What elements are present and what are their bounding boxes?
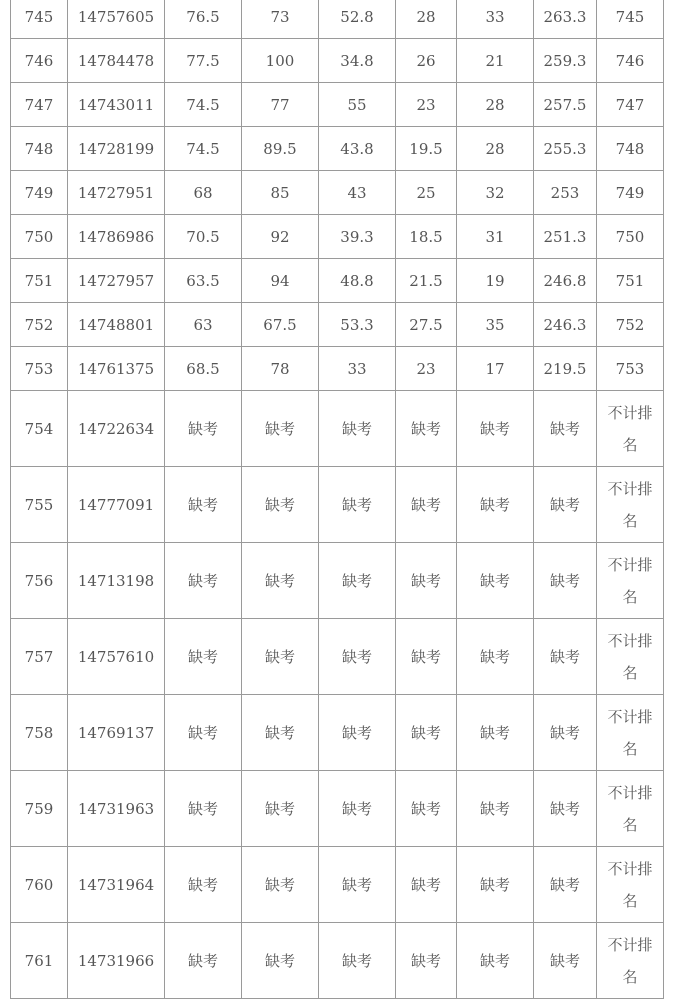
score-2-cell: 缺考 bbox=[242, 923, 319, 999]
table-row bbox=[11, 127, 664, 171]
score-4-cell: 缺考 bbox=[396, 467, 457, 543]
total-score-cell: 263.3 bbox=[534, 0, 597, 39]
rank-cell: 不计排名 bbox=[597, 619, 664, 695]
score-2-cell: 94 bbox=[242, 259, 319, 303]
exam-id-cell: 14786986 bbox=[68, 215, 165, 259]
rank-cell: 745 bbox=[597, 0, 664, 39]
seq-no-cell: 756 bbox=[11, 543, 68, 619]
table-row bbox=[11, 171, 664, 215]
score-4-cell: 缺考 bbox=[396, 391, 457, 467]
total-score-cell: 缺考 bbox=[534, 619, 597, 695]
exam-id-cell: 14743011 bbox=[68, 83, 165, 127]
total-score-cell: 219.5 bbox=[534, 347, 597, 391]
rank-cell: 不计排名 bbox=[597, 695, 664, 771]
total-score-cell: 257.5 bbox=[534, 83, 597, 127]
table-row bbox=[11, 259, 664, 303]
score-3-cell: 48.8 bbox=[319, 259, 396, 303]
total-score-cell: 251.3 bbox=[534, 215, 597, 259]
score-4-cell: 28 bbox=[396, 0, 457, 39]
score-5-cell: 缺考 bbox=[457, 847, 534, 923]
score-4-cell: 26 bbox=[396, 39, 457, 83]
score-4-cell: 18.5 bbox=[396, 215, 457, 259]
table-row bbox=[11, 0, 664, 39]
score-5-cell: 缺考 bbox=[457, 771, 534, 847]
score-2-cell: 77 bbox=[242, 83, 319, 127]
score-1-cell: 缺考 bbox=[165, 543, 242, 619]
score-5-cell: 31 bbox=[457, 215, 534, 259]
table-row bbox=[11, 619, 664, 695]
score-1-cell: 缺考 bbox=[165, 391, 242, 467]
score-4-cell: 27.5 bbox=[396, 303, 457, 347]
score-2-cell: 100 bbox=[242, 39, 319, 83]
total-score-cell: 缺考 bbox=[534, 847, 597, 923]
exam-id-cell: 14727951 bbox=[68, 171, 165, 215]
total-score-cell: 缺考 bbox=[534, 467, 597, 543]
table-row bbox=[11, 391, 664, 467]
rank-cell: 不计排名 bbox=[597, 543, 664, 619]
table-row bbox=[11, 467, 664, 543]
seq-no-cell: 745 bbox=[11, 0, 68, 39]
total-score-cell: 缺考 bbox=[534, 391, 597, 467]
total-score-cell: 255.3 bbox=[534, 127, 597, 171]
score-4-cell: 缺考 bbox=[396, 695, 457, 771]
score-2-cell: 78 bbox=[242, 347, 319, 391]
score-4-cell: 缺考 bbox=[396, 923, 457, 999]
score-1-cell: 74.5 bbox=[165, 127, 242, 171]
rank-cell: 752 bbox=[597, 303, 664, 347]
score-2-cell: 缺考 bbox=[242, 695, 319, 771]
score-5-cell: 28 bbox=[457, 83, 534, 127]
rank-cell: 751 bbox=[597, 259, 664, 303]
score-5-cell: 19 bbox=[457, 259, 534, 303]
score-5-cell: 33 bbox=[457, 0, 534, 39]
exam-id-cell: 14727957 bbox=[68, 259, 165, 303]
score-4-cell: 21.5 bbox=[396, 259, 457, 303]
total-score-cell: 246.3 bbox=[534, 303, 597, 347]
score-table bbox=[10, 0, 664, 999]
exam-id-cell: 14731963 bbox=[68, 771, 165, 847]
seq-no-cell: 758 bbox=[11, 695, 68, 771]
score-2-cell: 89.5 bbox=[242, 127, 319, 171]
table-row bbox=[11, 39, 664, 83]
score-3-cell: 缺考 bbox=[319, 467, 396, 543]
score-3-cell: 33 bbox=[319, 347, 396, 391]
score-4-cell: 25 bbox=[396, 171, 457, 215]
score-3-cell: 34.8 bbox=[319, 39, 396, 83]
score-2-cell: 缺考 bbox=[242, 771, 319, 847]
score-4-cell: 23 bbox=[396, 347, 457, 391]
exam-id-cell: 14757605 bbox=[68, 0, 165, 39]
total-score-cell: 缺考 bbox=[534, 695, 597, 771]
score-5-cell: 缺考 bbox=[457, 923, 534, 999]
score-3-cell: 53.3 bbox=[319, 303, 396, 347]
table-row bbox=[11, 923, 664, 999]
rank-cell: 不计排名 bbox=[597, 923, 664, 999]
score-1-cell: 76.5 bbox=[165, 0, 242, 39]
score-5-cell: 21 bbox=[457, 39, 534, 83]
score-4-cell: 23 bbox=[396, 83, 457, 127]
score-2-cell: 缺考 bbox=[242, 391, 319, 467]
rank-cell: 747 bbox=[597, 83, 664, 127]
seq-no-cell: 760 bbox=[11, 847, 68, 923]
exam-id-cell: 14748801 bbox=[68, 303, 165, 347]
seq-no-cell: 754 bbox=[11, 391, 68, 467]
exam-id-cell: 14731966 bbox=[68, 923, 165, 999]
exam-id-cell: 14722634 bbox=[68, 391, 165, 467]
table-row bbox=[11, 543, 664, 619]
score-1-cell: 68.5 bbox=[165, 347, 242, 391]
rank-cell: 749 bbox=[597, 171, 664, 215]
score-3-cell: 55 bbox=[319, 83, 396, 127]
exam-id-cell: 14713198 bbox=[68, 543, 165, 619]
score-2-cell: 缺考 bbox=[242, 847, 319, 923]
score-1-cell: 缺考 bbox=[165, 467, 242, 543]
seq-no-cell: 761 bbox=[11, 923, 68, 999]
total-score-cell: 253 bbox=[534, 171, 597, 215]
score-2-cell: 85 bbox=[242, 171, 319, 215]
rank-cell: 746 bbox=[597, 39, 664, 83]
seq-no-cell: 755 bbox=[11, 467, 68, 543]
table-row bbox=[11, 695, 664, 771]
score-5-cell: 32 bbox=[457, 171, 534, 215]
score-1-cell: 缺考 bbox=[165, 771, 242, 847]
rank-cell: 不计排名 bbox=[597, 391, 664, 467]
score-2-cell: 73 bbox=[242, 0, 319, 39]
seq-no-cell: 748 bbox=[11, 127, 68, 171]
exam-id-cell: 14769137 bbox=[68, 695, 165, 771]
score-5-cell: 缺考 bbox=[457, 619, 534, 695]
exam-id-cell: 14731964 bbox=[68, 847, 165, 923]
score-2-cell: 92 bbox=[242, 215, 319, 259]
seq-no-cell: 749 bbox=[11, 171, 68, 215]
score-3-cell: 43 bbox=[319, 171, 396, 215]
exam-id-cell: 14777091 bbox=[68, 467, 165, 543]
seq-no-cell: 751 bbox=[11, 259, 68, 303]
rank-cell: 750 bbox=[597, 215, 664, 259]
table-row bbox=[11, 303, 664, 347]
score-3-cell: 52.8 bbox=[319, 0, 396, 39]
score-2-cell: 缺考 bbox=[242, 619, 319, 695]
score-4-cell: 缺考 bbox=[396, 771, 457, 847]
score-5-cell: 28 bbox=[457, 127, 534, 171]
table-row bbox=[11, 83, 664, 127]
score-3-cell: 39.3 bbox=[319, 215, 396, 259]
score-5-cell: 缺考 bbox=[457, 391, 534, 467]
score-3-cell: 缺考 bbox=[319, 771, 396, 847]
table-row bbox=[11, 847, 664, 923]
score-1-cell: 缺考 bbox=[165, 695, 242, 771]
seq-no-cell: 750 bbox=[11, 215, 68, 259]
score-5-cell: 缺考 bbox=[457, 543, 534, 619]
score-1-cell: 77.5 bbox=[165, 39, 242, 83]
total-score-cell: 缺考 bbox=[534, 543, 597, 619]
seq-no-cell: 747 bbox=[11, 83, 68, 127]
score-2-cell: 67.5 bbox=[242, 303, 319, 347]
score-2-cell: 缺考 bbox=[242, 543, 319, 619]
rank-cell: 748 bbox=[597, 127, 664, 171]
total-score-cell: 缺考 bbox=[534, 923, 597, 999]
score-5-cell: 35 bbox=[457, 303, 534, 347]
rank-cell: 753 bbox=[597, 347, 664, 391]
score-1-cell: 缺考 bbox=[165, 923, 242, 999]
score-4-cell: 19.5 bbox=[396, 127, 457, 171]
score-table-body bbox=[11, 0, 664, 999]
total-score-cell: 259.3 bbox=[534, 39, 597, 83]
score-3-cell: 缺考 bbox=[319, 619, 396, 695]
exam-id-cell: 14757610 bbox=[68, 619, 165, 695]
table-row bbox=[11, 347, 664, 391]
score-1-cell: 63 bbox=[165, 303, 242, 347]
seq-no-cell: 759 bbox=[11, 771, 68, 847]
score-1-cell: 74.5 bbox=[165, 83, 242, 127]
score-table-wrapper bbox=[10, 0, 664, 999]
score-3-cell: 43.8 bbox=[319, 127, 396, 171]
exam-id-cell: 14728199 bbox=[68, 127, 165, 171]
score-4-cell: 缺考 bbox=[396, 543, 457, 619]
table-row bbox=[11, 215, 664, 259]
score-1-cell: 70.5 bbox=[165, 215, 242, 259]
seq-no-cell: 753 bbox=[11, 347, 68, 391]
seq-no-cell: 746 bbox=[11, 39, 68, 83]
score-5-cell: 缺考 bbox=[457, 467, 534, 543]
seq-no-cell: 752 bbox=[11, 303, 68, 347]
exam-id-cell: 14761375 bbox=[68, 347, 165, 391]
score-1-cell: 68 bbox=[165, 171, 242, 215]
score-3-cell: 缺考 bbox=[319, 923, 396, 999]
score-5-cell: 17 bbox=[457, 347, 534, 391]
score-4-cell: 缺考 bbox=[396, 847, 457, 923]
score-1-cell: 缺考 bbox=[165, 619, 242, 695]
total-score-cell: 246.8 bbox=[534, 259, 597, 303]
score-1-cell: 63.5 bbox=[165, 259, 242, 303]
score-4-cell: 缺考 bbox=[396, 619, 457, 695]
total-score-cell: 缺考 bbox=[534, 771, 597, 847]
score-3-cell: 缺考 bbox=[319, 543, 396, 619]
exam-id-cell: 14784478 bbox=[68, 39, 165, 83]
score-3-cell: 缺考 bbox=[319, 695, 396, 771]
score-2-cell: 缺考 bbox=[242, 467, 319, 543]
rank-cell: 不计排名 bbox=[597, 771, 664, 847]
score-1-cell: 缺考 bbox=[165, 847, 242, 923]
score-3-cell: 缺考 bbox=[319, 391, 396, 467]
seq-no-cell: 757 bbox=[11, 619, 68, 695]
rank-cell: 不计排名 bbox=[597, 467, 664, 543]
score-5-cell: 缺考 bbox=[457, 695, 534, 771]
table-row bbox=[11, 771, 664, 847]
score-3-cell: 缺考 bbox=[319, 847, 396, 923]
rank-cell: 不计排名 bbox=[597, 847, 664, 923]
